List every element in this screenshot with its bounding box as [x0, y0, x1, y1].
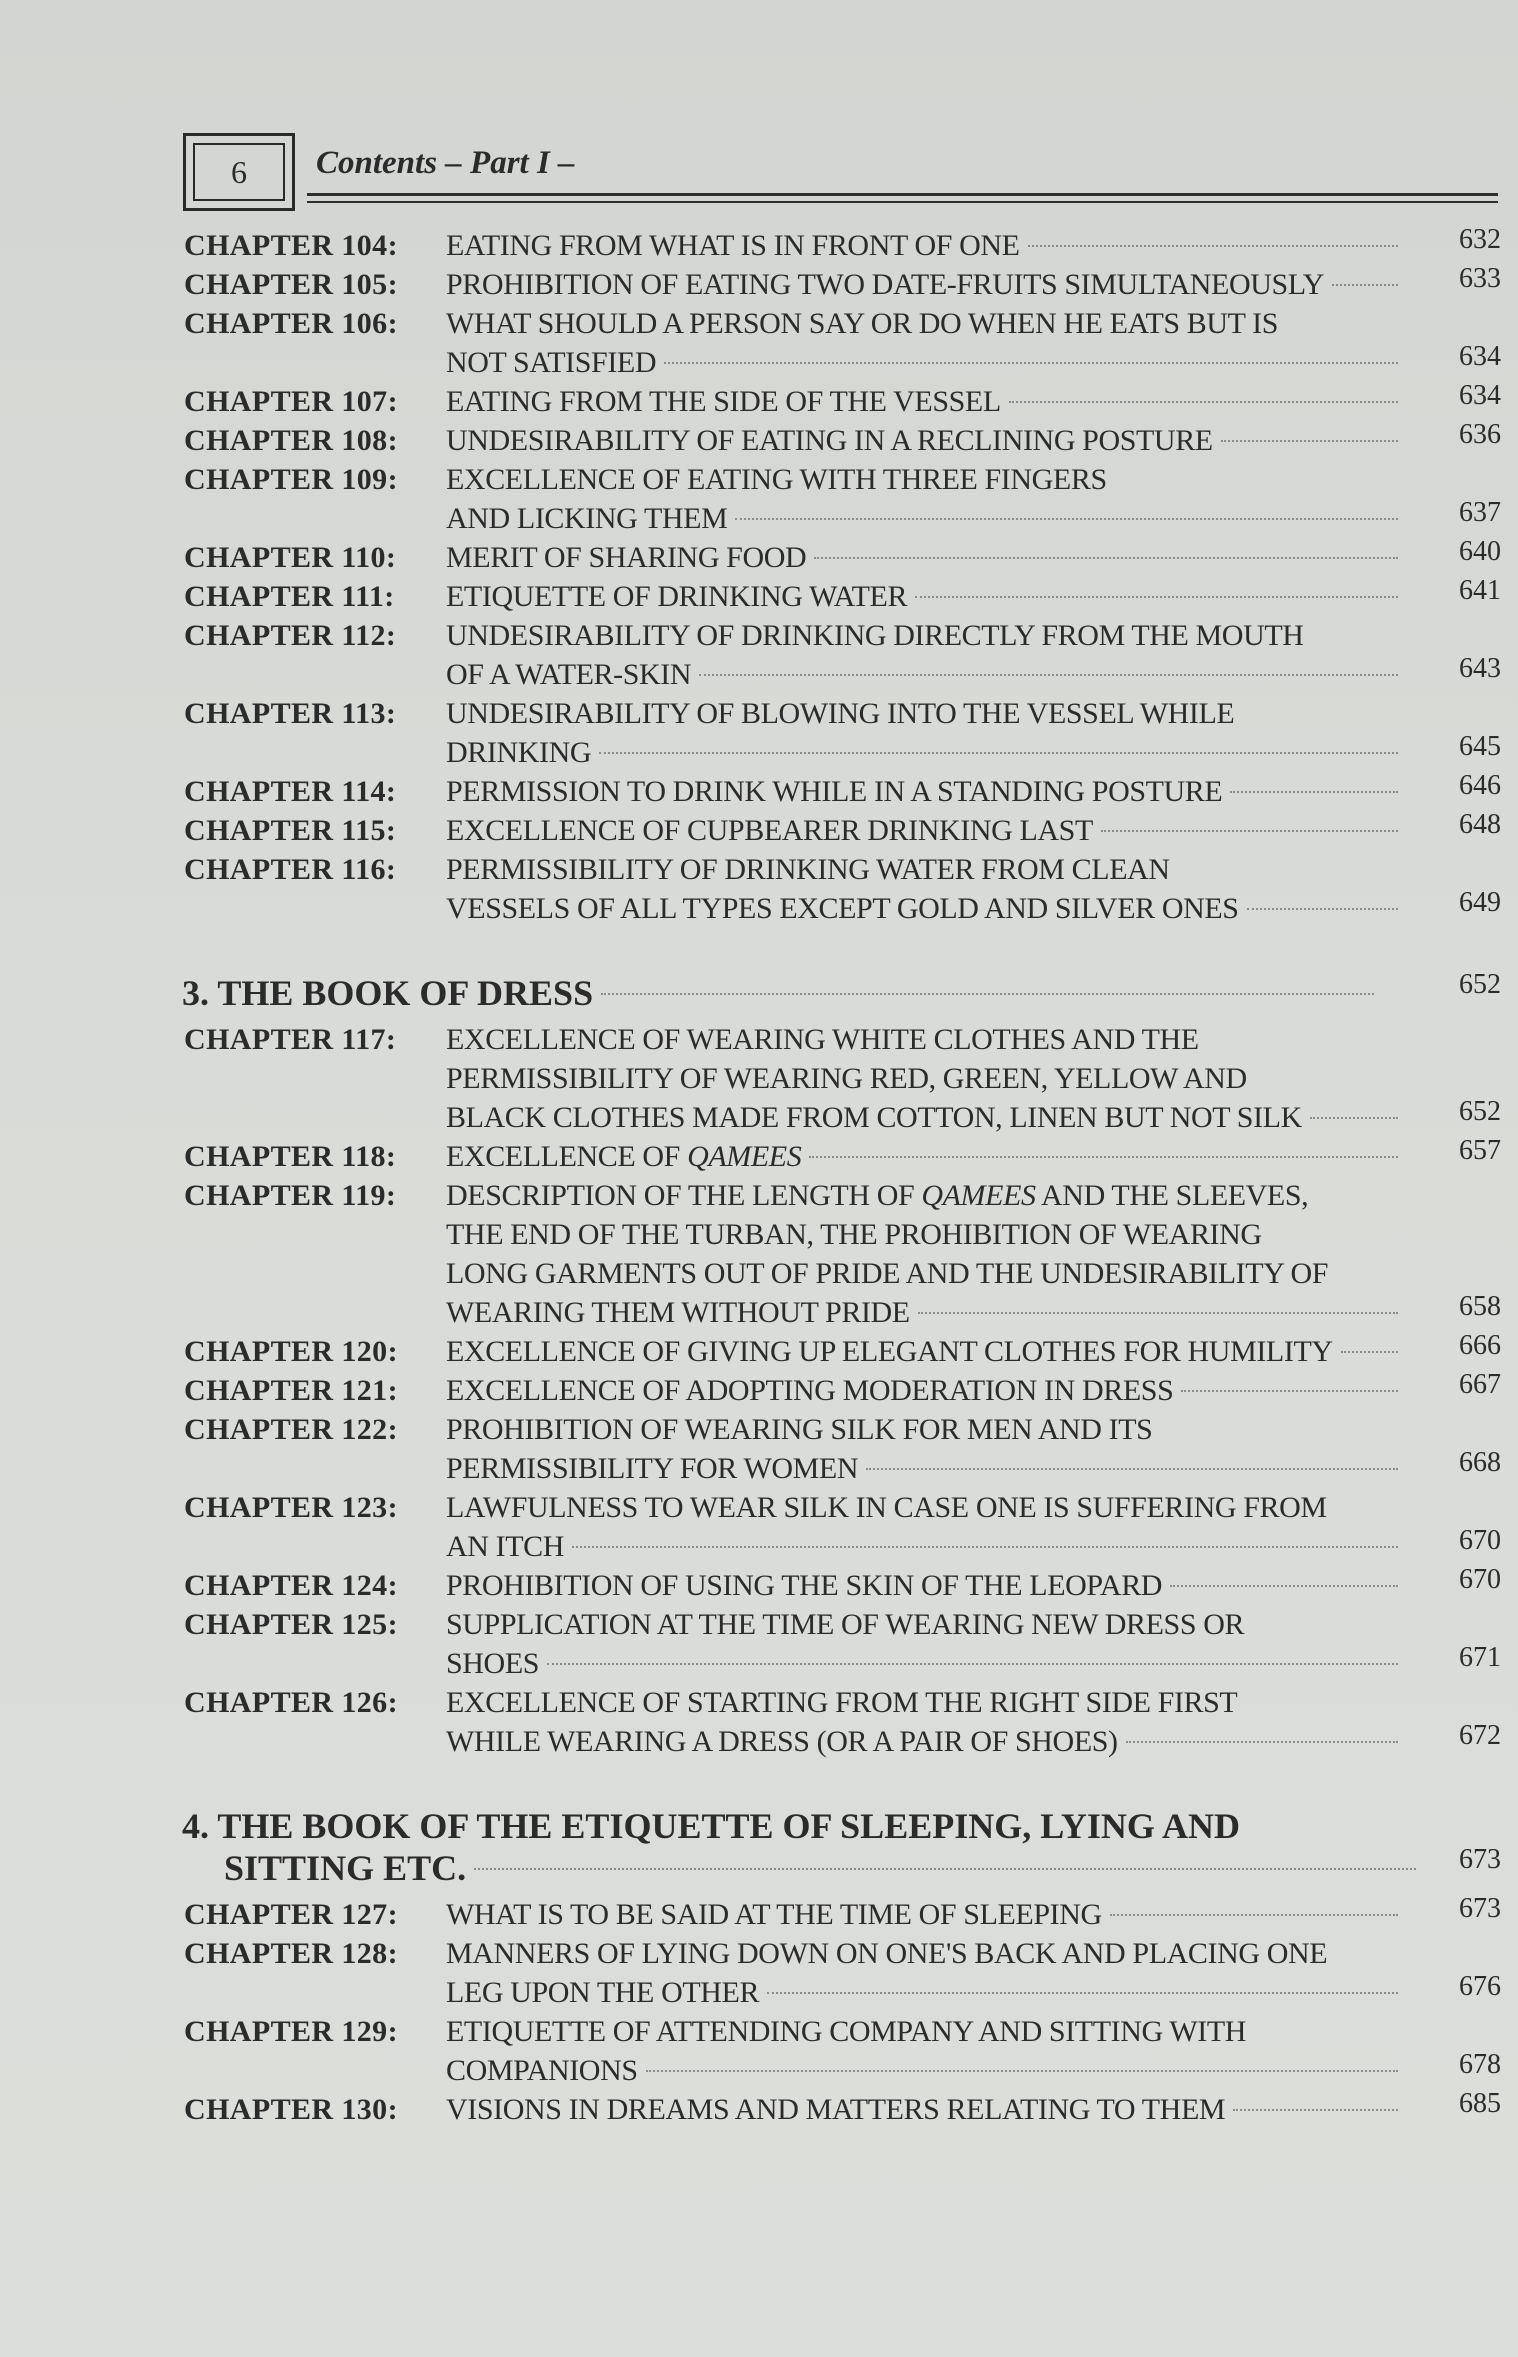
toc-entry: [176, 382, 1501, 421]
chapter-title-line: [446, 1098, 1406, 1137]
chapter-title-line: [446, 1566, 1406, 1605]
chapter-title-line: [446, 1371, 1406, 1410]
book-heading-line: [182, 1847, 1424, 1889]
chapter-number: CHAPTER 106:: [184, 307, 398, 340]
dot-leader: [1341, 1351, 1398, 1353]
chapter-number: CHAPTER 115:: [184, 814, 397, 847]
book-heading: [176, 1805, 1501, 1889]
chapter-title-text: WHAT IS TO BE SAID AT THE TIME OF SLEEPING: [446, 1898, 1102, 1931]
chapter-title-line: [446, 226, 1406, 265]
chapter-title-text: EXCELLENCE OF ADOPTING MODERATION IN DRESS: [446, 1374, 1174, 1407]
toc-entry: [176, 304, 1501, 382]
chapter-page-number: 632: [1459, 224, 1501, 255]
book-heading-text: 3. THE BOOK OF DRESS: [182, 973, 594, 1013]
toc-entry: [176, 811, 1501, 850]
chapter-title-line: LAWFULNESS TO WEAR SILK IN CASE ONE IS SUFFERING FROM: [446, 1491, 1327, 1524]
chapter-title-text: PROHIBITION OF USING THE SKIN OF THE LEOPARD: [446, 1569, 1163, 1602]
chapter-title-text: LEG UPON THE OTHER: [446, 1976, 760, 2009]
chapter-title-text: NOT SATISFIED: [446, 346, 657, 379]
dot-leader: [1170, 1585, 1398, 1587]
chapter-title: [446, 1137, 1406, 1176]
dot-leader: [1028, 245, 1398, 247]
chapter-title-line: [446, 1973, 1406, 2012]
chapter-page-number: 658: [1459, 1291, 1501, 1322]
chapter-number: CHAPTER 120:: [184, 1335, 398, 1368]
dot-leader: [1009, 401, 1398, 403]
chapter-title: [446, 1020, 1406, 1137]
chapter-title-line: [446, 1722, 1406, 1761]
toc-entry: [176, 1137, 1501, 1176]
chapter-number: CHAPTER 126:: [184, 1686, 398, 1719]
toc-entry: [176, 1176, 1501, 1332]
chapter-title: [446, 460, 1406, 538]
dot-leader: [918, 1312, 1398, 1314]
chapter-title: [446, 694, 1406, 772]
book-heading-text: 4. THE BOOK OF THE ETIQUETTE OF SLEEPING, LYING AND: [182, 1806, 1240, 1846]
chapter-title-text: EXCELLENCE OF GIVING UP ELEGANT CLOTHES FOR HUMILITY: [446, 1335, 1333, 1368]
chapter-title: [446, 304, 1406, 382]
chapter-page-number: 645: [1459, 731, 1501, 762]
chapter-title-line: THE END OF THE TURBAN, THE PROHIBITION OF WEARING: [446, 1218, 1262, 1251]
toc-entry: [176, 2090, 1501, 2129]
running-title: Contents – Part I –: [316, 145, 575, 181]
chapter-title-line: [446, 1449, 1406, 1488]
chapter-title: [446, 577, 1406, 616]
toc-entry: [176, 850, 1501, 928]
chapter-page-number: 648: [1459, 809, 1501, 840]
chapter-page-number: 685: [1459, 2088, 1501, 2119]
chapter-number: CHAPTER 127:: [184, 1898, 398, 1931]
chapter-title-line: [446, 811, 1406, 850]
chapter-title-line: [446, 772, 1406, 811]
chapter-number: CHAPTER 117:: [184, 1023, 397, 1056]
chapter-page-number: 670: [1459, 1525, 1501, 1556]
toc-entry: [176, 226, 1501, 265]
chapter-page-number: 678: [1459, 2049, 1501, 2080]
chapter-title-text: ETIQUETTE OF DRINKING WATER: [446, 580, 908, 613]
chapter-title-line: UNDESIRABILITY OF BLOWING INTO THE VESSEL WHILE: [446, 697, 1235, 730]
book-heading-line: [182, 1805, 1382, 1847]
chapter-page-number: 649: [1459, 887, 1501, 918]
dot-leader: [1110, 1914, 1398, 1916]
chapter-title-line: [446, 382, 1406, 421]
chapter-title: [446, 772, 1406, 811]
toc-entry: [176, 2012, 1501, 2090]
chapter-title: [446, 1605, 1406, 1683]
chapter-title-text: MERIT OF SHARING FOOD: [446, 541, 807, 574]
chapter-page-number: 633: [1459, 263, 1501, 294]
chapter-title-line: [446, 655, 1406, 694]
toc-entry: [176, 1566, 1501, 1605]
chapter-number: CHAPTER 125:: [184, 1608, 398, 1641]
chapter-number: CHAPTER 124:: [184, 1569, 398, 1602]
chapter-title-line: [446, 1895, 1406, 1934]
chapter-page-number: 667: [1459, 1369, 1501, 1400]
toc-entry: [176, 1020, 1501, 1137]
chapter-title-text: PERMISSION TO DRINK WHILE IN A STANDING POSTURE: [446, 775, 1223, 808]
chapter-page-number: 634: [1459, 341, 1501, 372]
chapter-title-line: PERMISSIBILITY OF WEARING RED, GREEN, YELLOW AND: [446, 1062, 1247, 1095]
chapter-page-number: 676: [1459, 1971, 1501, 2002]
chapter-title-line: [446, 1527, 1406, 1566]
toc-entry: [176, 421, 1501, 460]
toc-entry: [176, 538, 1501, 577]
chapter-title-line: [446, 577, 1406, 616]
chapter-number: CHAPTER 105:: [184, 268, 398, 301]
chapter-page-number: 670: [1459, 1564, 1501, 1595]
dot-leader: [599, 752, 1398, 754]
chapter-number: CHAPTER 107:: [184, 385, 398, 418]
chapter-title-text: VESSELS OF ALL TYPES EXCEPT GOLD AND SILVER ONES: [446, 892, 1239, 925]
chapter-title-text: PROHIBITION OF EATING TWO DATE-FRUITS SIMULTANEOUSLY: [446, 268, 1324, 301]
book-heading: [176, 969, 1501, 1014]
chapter-title-text: DRINKING: [446, 736, 592, 769]
dot-leader: [1101, 830, 1398, 832]
chapter-page-number: 640: [1459, 536, 1501, 567]
chapter-title-line: EXCELLENCE OF WEARING WHITE CLOTHES AND THE: [446, 1023, 1199, 1056]
chapter-title: [446, 382, 1406, 421]
toc-entry: [176, 1934, 1501, 2012]
chapter-title-line: UNDESIRABILITY OF DRINKING DIRECTLY FROM THE MOUTH: [446, 619, 1304, 652]
toc-entry: [176, 1410, 1501, 1488]
chapter-page-number: 646: [1459, 770, 1501, 801]
chapter-title-text: AN ITCH: [446, 1530, 565, 1563]
chapter-title-line: [446, 1293, 1406, 1332]
chapter-title-line: [446, 1644, 1406, 1683]
chapter-number: CHAPTER 112:: [184, 619, 397, 652]
chapter-number: CHAPTER 129:: [184, 2015, 398, 2048]
chapter-number: CHAPTER 128:: [184, 1937, 398, 1970]
chapter-title: [446, 850, 1406, 928]
chapter-page-number: 641: [1459, 575, 1501, 606]
chapter-title-line: [446, 499, 1406, 538]
chapter-number: CHAPTER 104:: [184, 229, 398, 262]
chapter-title-line: [446, 343, 1406, 382]
dot-leader: [547, 1663, 1398, 1665]
chapter-title-line: [446, 538, 1406, 577]
chapter-title-line: EXCELLENCE OF STARTING FROM THE RIGHT SIDE FIRST: [446, 1686, 1238, 1719]
chapter-title-line: EXCELLENCE OF EATING WITH THREE FINGERS: [446, 463, 1107, 496]
chapter-title-line: WHAT SHOULD A PERSON SAY OR DO WHEN HE EATS BUT IS: [446, 307, 1279, 340]
chapter-page-number: 657: [1459, 1135, 1501, 1166]
dot-leader: [1247, 908, 1398, 910]
dot-leader: [646, 2070, 1398, 2072]
chapter-title-line: PERMISSIBILITY OF DRINKING WATER FROM CLEAN: [446, 853, 1170, 886]
chapter-number: CHAPTER 121:: [184, 1374, 398, 1407]
chapter-page-number: 671: [1459, 1642, 1501, 1673]
chapter-number: CHAPTER 111:: [184, 580, 395, 613]
toc-entry: [176, 265, 1501, 304]
chapter-page-number: 652: [1459, 1096, 1501, 1127]
toc-entry: [176, 577, 1501, 616]
dot-leader: [699, 674, 1398, 676]
book-heading-text: SITTING ETC.: [224, 1848, 467, 1888]
dot-leader: [572, 1546, 1398, 1548]
book-page-number: 673: [1459, 1844, 1501, 1875]
table-of-contents: [176, 226, 1501, 2129]
chapter-page-number: 643: [1459, 653, 1501, 684]
chapter-title-line: [446, 889, 1406, 928]
chapter-title-text: AND LICKING THEM: [446, 502, 728, 535]
chapter-title-text: BLACK CLOTHES MADE FROM COTTON, LINEN BUT NOT SILK: [446, 1101, 1302, 1134]
chapter-title-line: [446, 1137, 1406, 1176]
dot-leader: [735, 518, 1398, 520]
chapter-title: [446, 1176, 1406, 1332]
book-heading-line: [182, 972, 1382, 1014]
chapter-title-text: UNDESIRABILITY OF EATING IN A RECLINING POSTURE: [446, 424, 1213, 457]
dot-leader: [1233, 2109, 1398, 2111]
chapter-page-number: 637: [1459, 497, 1501, 528]
dot-leader: [1310, 1117, 1398, 1119]
chapter-page-number: 673: [1459, 1893, 1501, 1924]
page-number-box: [183, 133, 295, 211]
toc-entry: [176, 1895, 1501, 1934]
chapter-title-line: DESCRIPTION OF THE LENGTH OF QAMEES AND THE SLEEVES,: [446, 1179, 1309, 1212]
dot-leader: [809, 1156, 1398, 1158]
chapter-title: [446, 1934, 1406, 2012]
chapter-number: CHAPTER 122:: [184, 1413, 398, 1446]
header-rule: [307, 193, 1498, 203]
chapter-title: [446, 1332, 1406, 1371]
toc-entry: [176, 772, 1501, 811]
chapter-title-line: PROHIBITION OF WEARING SILK FOR MEN AND ITS: [446, 1413, 1153, 1446]
page-header: [183, 133, 1498, 213]
chapter-title: [446, 1488, 1406, 1566]
toc-entry: [176, 1332, 1501, 1371]
chapter-title-line: [446, 265, 1406, 304]
chapter-page-number: 636: [1459, 419, 1501, 450]
toc-entry: [176, 1605, 1501, 1683]
dot-leader: [866, 1468, 1398, 1470]
dot-leader: [814, 557, 1398, 559]
book-page-number: 652: [1459, 969, 1501, 1000]
dot-leader: [1332, 284, 1398, 286]
toc-entry: [176, 694, 1501, 772]
toc-entry: [176, 1371, 1501, 1410]
chapter-title-text: PERMISSIBILITY FOR WOMEN: [446, 1452, 859, 1485]
chapter-number: CHAPTER 116:: [184, 853, 397, 886]
chapter-title: [446, 538, 1406, 577]
chapter-title-line: MANNERS OF LYING DOWN ON ONE'S BACK AND PLACING ONE: [446, 1937, 1328, 1970]
chapter-title-text: WHILE WEARING A DRESS (OR A PAIR OF SHOES): [446, 1725, 1118, 1758]
chapter-title-line: SUPPLICATION AT THE TIME OF WEARING NEW DRESS OR: [446, 1608, 1245, 1641]
chapter-page-number: 668: [1459, 1447, 1501, 1478]
dot-leader: [767, 1992, 1398, 1994]
dot-leader: [915, 596, 1398, 598]
chapter-title-text: WEARING THEM WITHOUT PRIDE: [446, 1296, 910, 1329]
chapter-title-line: [446, 733, 1406, 772]
chapter-title-text: COMPANIONS: [446, 2054, 638, 2087]
dot-leader: [1230, 791, 1398, 793]
chapter-number: CHAPTER 123:: [184, 1491, 398, 1524]
toc-entry: [176, 1683, 1501, 1761]
chapter-title: [446, 265, 1406, 304]
chapter-number: CHAPTER 109:: [184, 463, 398, 496]
toc-entry: [176, 616, 1501, 694]
chapter-title: [446, 811, 1406, 850]
chapter-title: [446, 616, 1406, 694]
chapter-number: CHAPTER 113:: [184, 697, 397, 730]
chapter-title-text: EATING FROM WHAT IS IN FRONT OF ONE: [446, 229, 1020, 262]
chapter-title: [446, 226, 1406, 265]
chapter-title: [446, 1895, 1406, 1934]
chapter-title-text: SHOES: [446, 1647, 540, 1680]
chapter-title-text: OF A WATER-SKIN: [446, 658, 692, 691]
dot-leader: [1221, 440, 1398, 442]
chapter-number: CHAPTER 110:: [184, 541, 397, 574]
chapter-number: CHAPTER 108:: [184, 424, 398, 457]
chapter-title-line: LONG GARMENTS OUT OF PRIDE AND THE UNDESIRABILITY OF: [446, 1257, 1328, 1290]
chapter-title: [446, 2012, 1406, 2090]
chapter-title-text: EATING FROM THE SIDE OF THE VESSEL: [446, 385, 1001, 418]
chapter-title: [446, 1683, 1406, 1761]
chapter-title-line: [446, 2051, 1406, 2090]
page-number: 6: [193, 143, 285, 201]
chapter-number: CHAPTER 119:: [184, 1179, 397, 1212]
chapter-title-text: EXCELLENCE OF CUPBEARER DRINKING LAST: [446, 814, 1093, 847]
chapter-title: [446, 1371, 1406, 1410]
dot-leader: [474, 1868, 1416, 1870]
chapter-title-line: [446, 2090, 1406, 2129]
chapter-number: CHAPTER 118:: [184, 1140, 397, 1173]
chapter-title-text: VISIONS IN DREAMS AND MATTERS RELATING TO THEM: [446, 2093, 1226, 2126]
chapter-number: CHAPTER 130:: [184, 2093, 398, 2126]
toc-entry: [176, 1488, 1501, 1566]
toc-entry: [176, 460, 1501, 538]
chapter-page-number: 634: [1459, 380, 1501, 411]
chapter-title-line: [446, 1332, 1406, 1371]
dot-leader: [1126, 1741, 1398, 1743]
chapter-page-number: 666: [1459, 1330, 1501, 1361]
chapter-title: [446, 1566, 1406, 1605]
chapter-page-number: 672: [1459, 1720, 1501, 1751]
chapter-number: CHAPTER 114:: [184, 775, 397, 808]
chapter-title-line: ETIQUETTE OF ATTENDING COMPANY AND SITTING WITH: [446, 2015, 1247, 2048]
chapter-title: [446, 1410, 1406, 1488]
dot-leader: [664, 362, 1398, 364]
chapter-title-text: EXCELLENCE OF QAMEES: [446, 1140, 802, 1173]
dot-leader: [601, 993, 1374, 995]
chapter-title-line: [446, 421, 1406, 460]
chapter-title: [446, 421, 1406, 460]
chapter-title: [446, 2090, 1406, 2129]
dot-leader: [1181, 1390, 1398, 1392]
